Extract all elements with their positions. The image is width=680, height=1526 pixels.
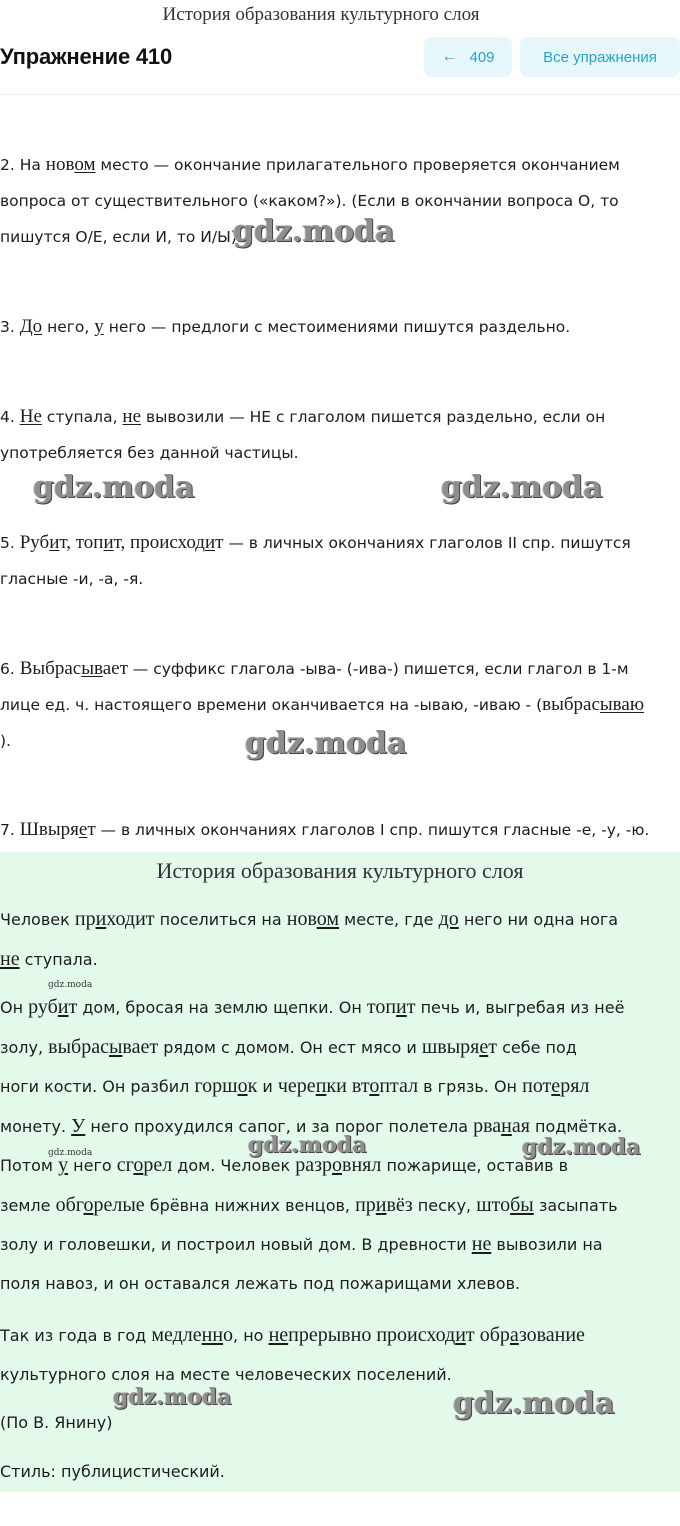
- answer-item-7: 7. Швыряет — в личных окончаниях глаголов I спр. пишутся гласные -е, -у, -ю.: [0, 819, 650, 840]
- answer-item-4: 4. Не ступала, не вывозили — НЕ с глаголом пишется раздельно, если он употребляется без данной частицы.: [0, 406, 606, 462]
- answer-item-5: 5. Рубит, топит, происходит — в личных окончаниях глаголов II спр. пишутся гласные -и, -а, -я.: [0, 532, 631, 588]
- source-author: (По В. Янину): [0, 1413, 113, 1432]
- item-text: 2. На новом место — окончание прилагательного проверяется окончанием вопроса от существительного («каком?»). (Если в окончании вопроса О, то пишутся О/Е, если И, то И/Ы).: [0, 154, 620, 246]
- watermark-small: gdz.moda: [48, 980, 93, 990]
- watermark: gdz.moda: [441, 470, 603, 505]
- source-text-title: История образования культурного слоя: [156, 858, 524, 883]
- watermark: gdz.moda: [113, 1384, 232, 1410]
- source-paragraph-1: Человек приходит поселиться на новом месте, где до него ни одна нога не ступала.: [0, 908, 619, 970]
- answer-item-3: 3. До него, у него — предлоги с местоимениями пишутся раздельно.: [0, 316, 571, 337]
- watermark: gdz.moda: [522, 1134, 641, 1160]
- previous-exercise-label: 409: [469, 48, 495, 66]
- exercise-title: Упражнение 410: [0, 44, 172, 69]
- top-title: История образования культурного слоя: [162, 4, 480, 24]
- watermark: gdz.moda: [453, 1386, 615, 1421]
- arrow-left-icon: ←: [441, 48, 458, 65]
- watermark-small: gdz.moda: [48, 1148, 93, 1158]
- watermark: gdz.moda: [33, 470, 195, 505]
- source-paragraph-2: Он рубит дом, бросая на землю щепки. Он топит печь и, выгребая из неё золу, выбрасывает рядом с домом. Он ест мясо и швыряет себе под ноги кости. Он разбил горшок и черепки втоптал в грязь. Он потерял монету. У него прохудился сапог, и за порог полетела рваная подмётка. Потом у него сгорел дом. Человек разровнял пожарище, оставив в земле обгорелые брёвна нижних венцов, привёз песку, штобы засыпать золу и головешки, и построил новый дом. В древности не вывозили на поля навоз, и он оставался лежать под пожарищами хлевов.: [0, 996, 625, 1293]
- source-paragraph-3: Так из года в год медленно, но непрерывно происходит образование культурного слоя на месте человеческих поселений.: [0, 1324, 585, 1384]
- watermark: gdz.moda: [245, 726, 407, 761]
- watermark: gdz.moda: [248, 1132, 367, 1158]
- answer-item-6: 6. Выбрасывает — суффикс глагола -ыва- (-ива-) пишется, если глагол в 1-м лице ед. ч. настоящего времени оканчивается на -ываю, -иваю - (выбрасываю ).: [0, 658, 645, 750]
- source-style: Стиль: публицистический.: [0, 1462, 225, 1481]
- previous-exercise-button[interactable]: [424, 37, 512, 77]
- all-exercises-button[interactable]: Все упражнения: [520, 37, 680, 77]
- watermark: gdz.moda: [233, 214, 395, 249]
